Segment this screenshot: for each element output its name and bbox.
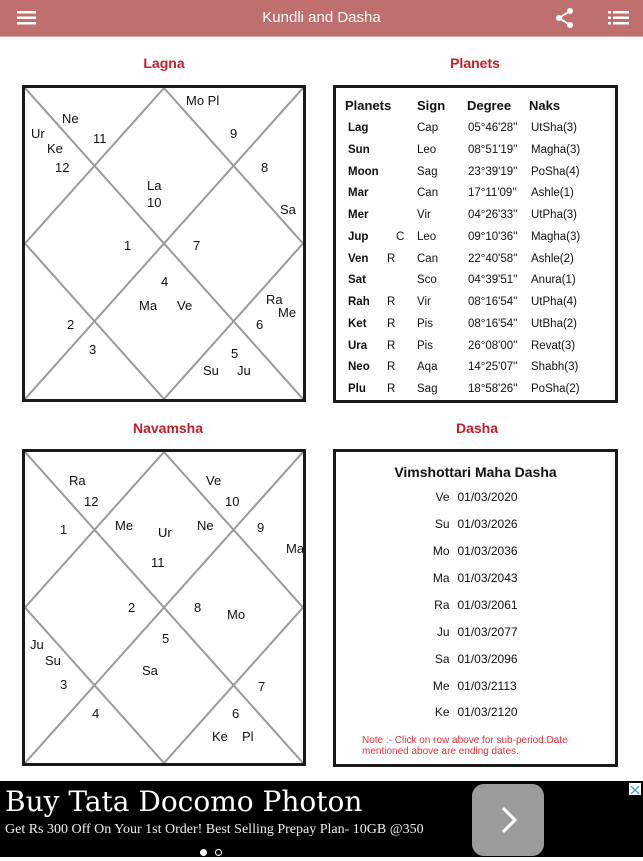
planet-me: Me: [278, 305, 297, 320]
planets-title: Planets: [450, 55, 500, 71]
planet-naks: UtPha(4): [531, 296, 578, 308]
planet-ma: Ma: [139, 298, 158, 313]
dasha-row-ma[interactable]: [336, 571, 615, 591]
planet-su: Su: [45, 653, 61, 668]
dasha-date: 01/03/2113: [457, 679, 517, 693]
planet-ma: Ma: [286, 541, 305, 556]
planet-name: Lag: [348, 122, 369, 134]
dasha-planet: Mo: [432, 544, 450, 558]
dasha-date: 01/03/2043: [457, 571, 518, 585]
dasha-row-su[interactable]: [336, 517, 615, 537]
planet-name: Mar: [348, 187, 369, 199]
planet-me: Me: [115, 518, 134, 533]
table-row: [336, 142, 615, 162]
table-row: [336, 272, 615, 292]
header-planets: Planets: [345, 98, 392, 113]
house-7: 7: [193, 238, 201, 253]
planet-degree: 09°10'36'': [468, 231, 518, 243]
house-11: 11: [151, 555, 165, 570]
planet-degree: 04°39'51'': [468, 274, 518, 286]
dasha-row-me[interactable]: [336, 679, 615, 699]
planet-ur: Ur: [158, 525, 172, 540]
dasha-row-ra[interactable]: [336, 598, 615, 618]
dasha-heading: Vimshottari Maha Dasha: [394, 464, 557, 480]
lagna-title: Lagna: [143, 55, 185, 71]
planet-flag: R: [387, 253, 396, 265]
table-row: [336, 294, 615, 314]
list-button[interactable]: [600, 0, 636, 36]
ad-dot-inactive[interactable]: [215, 849, 222, 856]
house-1: 1: [60, 522, 68, 537]
planet-name: Mer: [348, 209, 369, 221]
planet-pl: Pl: [242, 729, 254, 744]
planet-sign: Sco: [417, 274, 437, 286]
house-10: 10: [147, 195, 162, 210]
planet-name: Neo: [348, 361, 370, 373]
dasha-planet: Ma: [432, 571, 450, 585]
house-6: 6: [256, 317, 264, 332]
dasha-planet: Ra: [434, 598, 450, 612]
planet-naks: Anura(1): [531, 274, 576, 286]
dasha-row-mo[interactable]: [336, 544, 615, 564]
planet-name: Sat: [348, 274, 366, 286]
planet-flag: R: [387, 383, 396, 395]
planet-flag: C: [396, 231, 405, 243]
chart-grid: [25, 452, 303, 763]
planet-ra: Ra: [69, 473, 86, 488]
navamsha-chart: [22, 449, 306, 766]
planet-sign: Pis: [417, 340, 433, 352]
dasha-date: 01/03/2096: [457, 652, 518, 666]
planet-name: Plu: [348, 383, 366, 395]
ad-headline[interactable]: Buy Tata Docomo Photon: [5, 785, 363, 818]
dasha-note: Note :- Click on row above for sub-period.Date mentioned above are ending dates.: [362, 735, 568, 757]
planet-sign: Aqa: [417, 361, 438, 373]
planet-ve: Ve: [206, 473, 222, 488]
chart-grid: [25, 88, 303, 399]
planet-sign: Can: [417, 187, 439, 199]
dasha-title: Dasha: [455, 420, 499, 436]
planet-degree: 18°58'26'': [468, 383, 518, 395]
table-row: [336, 251, 615, 271]
planet-naks: UtPha(3): [531, 209, 578, 221]
house-11: 11: [93, 131, 107, 146]
house-5: 5: [231, 346, 239, 361]
table-row: [336, 207, 615, 227]
planet-mo: Mo: [227, 607, 246, 622]
ad-dot-active[interactable]: [200, 849, 207, 856]
house-8: 8: [261, 160, 269, 175]
house-8: 8: [194, 600, 202, 615]
house-2: 2: [67, 317, 75, 332]
dasha-planet: Me: [432, 679, 450, 693]
planet-degree: 05°46'28'': [468, 122, 518, 134]
planet-naks: Shabh(3): [531, 361, 579, 373]
planet-naks: UtBha(2): [531, 318, 578, 330]
lagna-chart: [22, 85, 306, 402]
table-row: [336, 120, 615, 140]
house-12: 12: [84, 494, 99, 509]
ad-subtext[interactable]: Get Rs 300 Off On Your 1st Order! Best Selling Prepay Plan- 10GB @350: [5, 822, 424, 837]
planet-degree: 26°08'00'': [468, 340, 518, 352]
dasha-date: 01/03/2020: [457, 490, 518, 504]
list-icon: [600, 0, 636, 36]
ad-next-button[interactable]: [472, 784, 544, 856]
planet-ne: Ne: [62, 111, 79, 126]
planet-flag: R: [387, 361, 396, 373]
table-row: [336, 229, 615, 249]
planet-su: Su: [203, 363, 219, 378]
planet-flag: R: [387, 318, 396, 330]
planet-ur: Ur: [31, 126, 45, 141]
house-6: 6: [232, 706, 240, 721]
house-9: 9: [230, 126, 238, 141]
planet-la: La: [147, 178, 162, 193]
header-sign: Sign: [417, 98, 446, 113]
ad-banner[interactable]: [0, 781, 643, 857]
dasha-date: 01/03/2120: [457, 705, 518, 719]
planet-sign: Can: [417, 253, 439, 265]
planet-degree: 08°16'54'': [468, 296, 518, 308]
planet-naks: UtSha(3): [531, 122, 578, 134]
planet-sign: Leo: [417, 144, 437, 156]
dasha-row-ke[interactable]: [336, 705, 615, 725]
dasha-panel: [333, 449, 618, 767]
planet-sign: Vir: [417, 209, 431, 221]
planet-name: Ven: [348, 253, 369, 265]
share-icon: [547, 0, 583, 36]
ad-close-button[interactable]: [629, 783, 641, 795]
planet-degree: 22°40'58'': [468, 253, 518, 265]
close-icon: [629, 784, 641, 796]
dasha-planet: Ve: [435, 490, 450, 504]
dasha-row-ju[interactable]: [336, 625, 615, 645]
house-5: 5: [162, 631, 170, 646]
header-degree: Degree: [467, 98, 512, 113]
planet-degree: 04°26'33'': [468, 209, 518, 221]
planet-sa: Sa: [280, 202, 296, 217]
planet-degree: 23°39'19'': [468, 166, 518, 178]
planet-degree: 08°51'19'': [468, 144, 518, 156]
planet-sa: Sa: [142, 663, 158, 678]
house-4: 4: [161, 274, 169, 289]
planet-ju: Ju: [30, 637, 44, 652]
planet-name: Rah: [348, 296, 370, 308]
dasha-date: 01/03/2026: [457, 517, 518, 531]
planet-name: Moon: [348, 166, 379, 178]
planet-ve: Ve: [177, 298, 193, 313]
planet-naks: Revat(3): [531, 340, 576, 352]
planet-sign: Pis: [417, 318, 433, 330]
page-title: Kundli and Dasha: [262, 9, 381, 26]
house-3: 3: [89, 342, 97, 357]
planet-naks: Ashle(2): [531, 253, 574, 265]
planets-mo-pl: Mo Pl: [186, 93, 220, 108]
planet-sign: Cap: [417, 122, 439, 134]
house-2: 2: [128, 600, 136, 615]
table-row: [336, 338, 615, 358]
dasha-row-ve[interactable]: [336, 490, 615, 510]
planet-ke: Ke: [47, 141, 63, 156]
table-row: [336, 381, 615, 401]
share-button[interactable]: [547, 0, 583, 36]
house-4: 4: [92, 706, 100, 721]
dasha-planet: Su: [434, 517, 450, 531]
app-header: [0, 0, 643, 37]
dasha-date: 01/03/2061: [457, 598, 518, 612]
table-row: [336, 185, 615, 205]
dasha-planet: Ju: [436, 625, 450, 639]
planet-sign: Sag: [417, 383, 438, 395]
planet-naks: Magha(3): [531, 231, 581, 243]
planets-table: [333, 85, 618, 403]
planet-sign: Sag: [417, 166, 438, 178]
chevron-right-icon: [472, 784, 544, 856]
planet-degree: 17°11'09'': [468, 187, 517, 199]
house-10: 10: [225, 494, 240, 509]
house-9: 9: [257, 520, 265, 535]
planet-name: Ura: [348, 340, 368, 352]
planet-ra: Ra: [266, 292, 283, 307]
dasha-planet: Sa: [434, 652, 450, 666]
planet-naks: PoSha(2): [531, 383, 580, 395]
table-row: [336, 164, 615, 184]
house-7: 7: [258, 679, 266, 694]
dasha-planet: Ke: [434, 705, 450, 719]
dasha-row-sa[interactable]: [336, 652, 615, 672]
house-3: 3: [60, 677, 68, 692]
table-row: [336, 359, 615, 379]
planet-flag: R: [387, 296, 396, 308]
planet-ke: Ke: [212, 729, 228, 744]
planet-degree: 08°16'54'': [468, 318, 518, 330]
header-naks: Naks: [529, 98, 561, 113]
navamsha-title: Navamsha: [132, 420, 204, 436]
ad-page-dots: [200, 843, 230, 853]
planet-name: Sun: [348, 144, 370, 156]
dasha-date: 01/03/2077: [457, 625, 518, 639]
planet-name: Jup: [348, 231, 369, 243]
table-row: [336, 316, 615, 336]
house-12: 12: [55, 160, 70, 175]
planet-sign: Leo: [417, 231, 437, 243]
dasha-date: 01/03/2036: [457, 544, 518, 558]
planet-ne: Ne: [197, 518, 214, 533]
planet-degree: 14°25'07'': [468, 361, 518, 373]
planet-naks: Ashle(1): [531, 187, 574, 199]
planet-flag: R: [387, 340, 396, 352]
planet-sign: Vir: [417, 296, 431, 308]
house-1: 1: [124, 238, 132, 253]
planet-ju: Ju: [237, 363, 251, 378]
planet-naks: Magha(3): [531, 144, 581, 156]
planet-naks: PoSha(4): [531, 166, 580, 178]
planet-name: Ket: [348, 318, 367, 330]
